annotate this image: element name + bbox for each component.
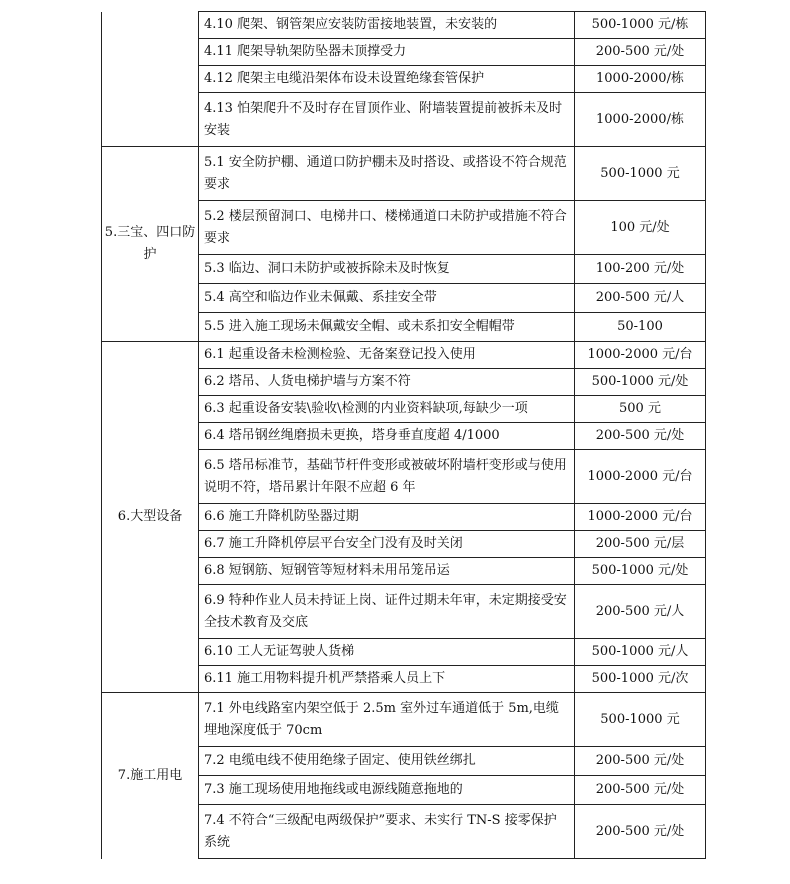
- item-text: 6.11 施工用物料提升机严禁搭乘人员上下: [199, 666, 575, 693]
- item-text: 5.1 安全防护棚、通道口防护棚未及时搭设、或搭设不符合规范要求: [199, 147, 575, 201]
- item-text: 6.9 特种作业人员未持证上岗、证件过期未年审，未定期接受安全技术教育及交底: [199, 585, 575, 639]
- item-amount: 100 元/处: [575, 201, 706, 255]
- item-text: 6.2 塔吊、人货电梯护墙与方案不符: [199, 369, 575, 396]
- item-text: 6.1 起重设备未检测检验、无备案登记投入使用: [199, 342, 575, 369]
- item-amount: 200-500 元/处: [575, 423, 706, 450]
- item-amount: 200-500 元/处: [575, 747, 706, 776]
- item-text: 6.10 工人无证驾驶人货梯: [199, 639, 575, 666]
- item-text: 4.13 怕架爬升不及时存在冒顶作业、附墙装置提前被拆未及时安装: [199, 93, 575, 147]
- item-text: 5.4 高空和临边作业未佩戴、系挂安全带: [199, 284, 575, 313]
- item-text: 6.4 塔吊钢丝绳磨损未更换，塔身垂直度超 4/1000: [199, 423, 575, 450]
- item-amount: 200-500 元/处: [575, 805, 706, 859]
- item-text: 6.8 短钢筋、短钢管等短材料未用吊笼吊运: [199, 558, 575, 585]
- table-row: [102, 693, 706, 747]
- item-amount: 1000-2000/栋: [575, 93, 706, 147]
- item-amount: 500-1000 元: [575, 147, 706, 201]
- table-row: [102, 342, 706, 369]
- item-amount: 200-500 元/层: [575, 531, 706, 558]
- item-amount: 50-100: [575, 313, 706, 342]
- item-amount: 500 元: [575, 396, 706, 423]
- item-text: 6.3 起重设备安装\验收\检测的内业资料缺项,每缺少一项: [199, 396, 575, 423]
- item-text: 6.5 塔吊标准节，基础节杆件变形或被破坏附墙杆变形或与使用说明不符，塔吊累计年限不应超 6 年: [199, 450, 575, 504]
- item-text: 7.1 外电线路室内架空低于 2.5m 室外过车通道低于 5m,电缆埋地深度低于 70cm: [199, 693, 575, 747]
- item-amount: 1000-2000/栋: [575, 66, 706, 93]
- item-text: 4.12 爬架主电缆沿架体布设未设置绝缘套管保护: [199, 66, 575, 93]
- item-text: 4.10 爬架、钢管架应安装防雷接地装置，未安装的: [199, 12, 575, 39]
- category-cell: 6.大型设备: [102, 342, 199, 693]
- item-text: 7.2 电缆电线不使用绝缘子固定、使用铁丝绑扎: [199, 747, 575, 776]
- item-text: 4.11 爬架导轨架防坠器未顶撑受力: [199, 39, 575, 66]
- item-text: 5.2 楼层预留洞口、电梯井口、楼梯通道口未防护或措施不符合要求: [199, 201, 575, 255]
- item-amount: 200-500 元/处: [575, 776, 706, 805]
- item-text: 6.7 施工升降机停层平台安全门没有及时关闭: [199, 531, 575, 558]
- item-text: 5.5 进入施工现场未佩戴安全帽、或未系扣安全帽帽带: [199, 313, 575, 342]
- category-cell: 5.三宝、四口防护: [102, 147, 199, 342]
- item-amount: 200-500 元/处: [575, 39, 706, 66]
- item-text: 7.4 不符合“三级配电两级保护”要求、未实行 TN-S 接零保护系统: [199, 805, 575, 859]
- table-row: [102, 147, 706, 201]
- item-text: 6.6 施工升降机防坠器过期: [199, 504, 575, 531]
- item-amount: 200-500 元/人: [575, 585, 706, 639]
- category-cell: [102, 12, 199, 147]
- item-amount: 500-1000 元: [575, 693, 706, 747]
- category-cell: 7.施工用电: [102, 693, 199, 859]
- item-amount: 500-1000 元/处: [575, 558, 706, 585]
- item-text: 5.3 临边、洞口未防护或被拆除未及时恢复: [199, 255, 575, 284]
- item-amount: 500-1000 元/次: [575, 666, 706, 693]
- penalty-table: [101, 11, 706, 859]
- item-amount: 1000-2000 元/台: [575, 342, 706, 369]
- item-amount: 500-1000 元/处: [575, 369, 706, 396]
- item-amount: 500-1000 元/栋: [575, 12, 706, 39]
- item-text: 7.3 施工现场使用地拖线或电源线随意拖地的: [199, 776, 575, 805]
- item-amount: 500-1000 元/人: [575, 639, 706, 666]
- item-amount: 1000-2000 元/台: [575, 504, 706, 531]
- item-amount: 1000-2000 元/台: [575, 450, 706, 504]
- table-row: [102, 12, 706, 39]
- item-amount: 100-200 元/处: [575, 255, 706, 284]
- item-amount: 200-500 元/人: [575, 284, 706, 313]
